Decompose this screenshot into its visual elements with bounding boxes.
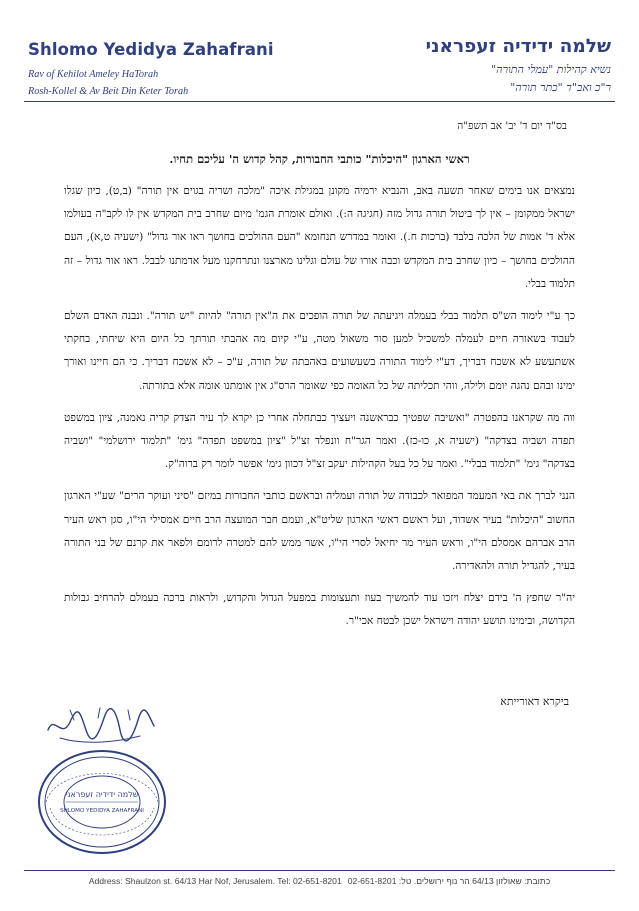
paragraph-3: ווה מה שקראנו בהפטרה "ואשיבה שפטיך כבראשנה ויעציך כבתחלה אחרי כן יקרא לך עיר הצדק קריה נאמנה, ציון במשפט תפדה ושביה בצדקה" (ישעיה א, כו-כז). ואמר הגר"ח וונפלד זצ"ל "ציון במשפט תפדה" גימ' "תלמוד ירושלמי" "ושביה בצדקה" גימ' "תלמוד בבלי". ואמר על כל בעל הקהילות יעקב זצ"ל דכוון גימ' אפשר לומר רק ברוה"ק. — [64, 411, 575, 471]
paragraph-2: כך ע"י לימוד הש"ס תלמוד בבלי בעמלה ויגיעתה של תורה הופכים את ה"אין תורה" להיות "יש תורה". ונבנה האדם השלם לעבוד בשאורה חיים לעמלה למשכיל למען סור משאול מטה, ע"י קיום מה אהבתי תורתך כל היום היא שיחתי, בחקתי אשתעשע לא אשכח דבריך, דע"י לימוד התורה בשעשועים באהבתה של תורה, ע"כ – לא אשכח דבריך. כי הם חיינו ואורך ימינו ובהם נהגה יומם ולילה, ווהי תכליתה של כל האומה כפי שאומר הרס"ג אין אומתנו אומה אלא בתורתה. — [64, 310, 575, 392]
letter-footer — [24, 876, 615, 886]
author-title-he-1: נשיא קהילות "עמלי התורה" — [491, 63, 611, 76]
rabbinic-stamp — [36, 748, 168, 856]
paragraph-4: הנני לברך את באי המעמד המפואר לכבודה של תורה ועמליה ובראשם כותבי החבורות במיזם "סיני ועוקר הרים" שע"י הארגון החשוב "היכלות" בעיר אשדוד, ועל ראשם ראשי הארגון שליט"א, ועמם חבר המועצה הרב חיים אמסילי הי"ו, סגן ראש העיר הרב אברהם אמסלם הי"ו, וראש העיר מר יחיאל לסרי הי"ו, אשר ממש להם למטרה לרומם ולפאר את קרנם של בני התורה בעיר, להגדיל תורה ולהאדירה. — [64, 490, 575, 573]
footer-address-english: Address: Shaulzon st. 64/13 Har Nof, Jerusalem. Tel: 02-651-8201 — [88, 876, 342, 886]
paragraph-1: נמצאים אנו בימים שאחר תשעה באב, והנביא ירמיה מקונן במגילת איכה "מלכה ושריה בגוים אין תורה" (ב,ט), כיון שגלו ישראל ממקומן – אין לך ביטול תורה גדול מזה (חגיגה ה:). ואולם אומרת הגמ' מיום שחרב בית המקדש אין לו לקב"ה בעולמו אלא ד' אמות של הלכה בלבד (ברכות ח.). ואומר במדרש תנחומא "העם ההולכים בחושך ראו אור גדול" (ישעיה ט,א), העם ההולכים בחושך – כיון שחרב בית המקדש וכבה אורו של עולם וגלינו מארצנו ונתרחקנו מעל אדמתנו לבבל. ראו אור גדול – זה תלמוד בבלי. — [64, 185, 575, 290]
header-divider — [24, 101, 615, 102]
letter-body — [64, 180, 575, 643]
author-titles-english — [28, 66, 328, 101]
author-title-he-2: ר"כ ואב"ד "כתר תורה" — [510, 81, 611, 95]
paragraph-5: יה"ר שחפץ ה' בידם יצלח ויזכו עוד להמשיך בעוז ותעצומות במפעל הגדול והקדוש, ולראות ברכה בעמלם להרחיב גבולות הקדושה, ובימינו תושע יהודה וישראל ישכן לבטח אכי"ר. — [64, 592, 575, 628]
letter-greeting: ראשי הארגון "היכלות" כותבי החבורות, קהל קדוש ה' עליכם תחיו. — [169, 152, 470, 166]
footer-divider — [24, 870, 615, 871]
author-titles-hebrew — [311, 61, 611, 97]
author-title-2: Rosh-Kollel & Av Beit Din Keter Torah — [28, 86, 189, 98]
handwritten-signature — [40, 700, 160, 748]
stamp-center-english: SHLOMO YEDIDYA ZAHAFRANI — [60, 808, 144, 814]
author-title-1: Rav of Kehilot Ameley HaTorah — [28, 69, 159, 80]
letter-closing: ביקרא דאורייתא — [500, 695, 569, 708]
letter-date: בס"ד יום ד' יב' אב תשפ"ה — [457, 120, 567, 132]
stamp-center-hebrew: שלמה ידידיה זעפראני — [65, 790, 139, 799]
footer-address-hebrew: כתובת: שאולזון 64/13 הר נוף ירושלים. טל: 02-651-8201 — [347, 876, 551, 886]
author-name-hebrew: שלמה ידידיה זעפראני — [425, 36, 611, 57]
author-name-english: Shlomo Yedidya Zahafrani — [28, 40, 274, 59]
letterhead-hebrew — [311, 36, 611, 97]
letterhead-english — [28, 40, 328, 101]
